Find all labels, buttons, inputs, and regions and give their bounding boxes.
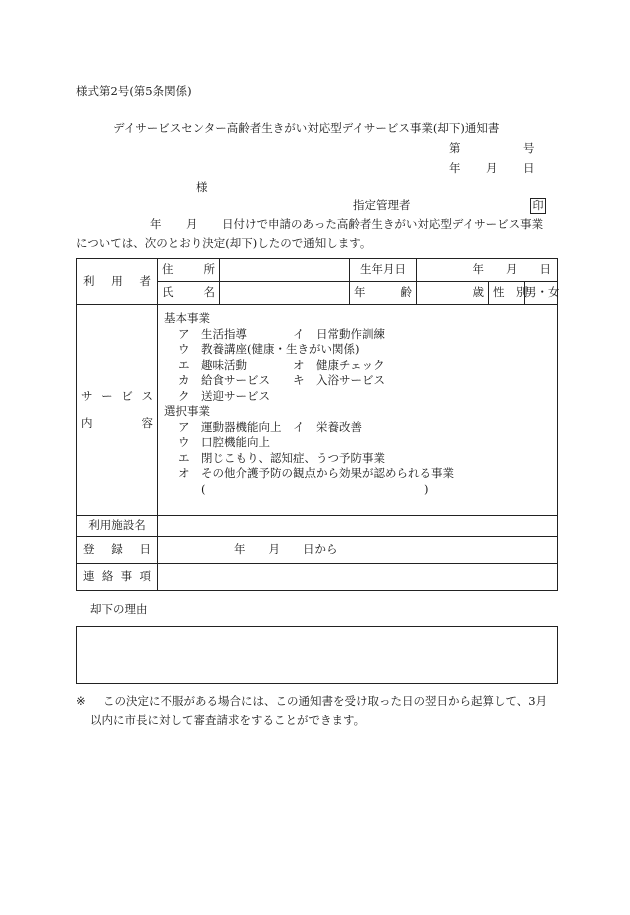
registration-label: 登 録 日 bbox=[77, 537, 158, 564]
registration-field[interactable] bbox=[158, 537, 558, 564]
birth-field[interactable] bbox=[417, 259, 558, 282]
date-month: 月 bbox=[486, 161, 498, 175]
contact-field[interactable] bbox=[158, 564, 558, 591]
note-mark: ※ bbox=[76, 694, 86, 708]
issuer-label: 指定管理者 bbox=[353, 198, 411, 212]
registration-value: 年 月 日から bbox=[234, 542, 338, 557]
body-month: 月 bbox=[186, 217, 198, 231]
optional-header: 選択事業 bbox=[164, 404, 210, 418]
basic-item: ク 送迎サービス bbox=[178, 388, 270, 403]
address-field[interactable] bbox=[220, 259, 350, 282]
user-label-cell: 利 用 者 bbox=[77, 259, 158, 305]
document-title: デイサービスセンター高齢者生きがい対応型デイサービス事業(却下)通知書 bbox=[113, 121, 500, 135]
age-unit: 歳 bbox=[472, 285, 484, 300]
optional-item: オ その他介護予防の観点から効果が認められる事業 bbox=[178, 466, 454, 480]
reason-field[interactable] bbox=[76, 626, 558, 684]
optional-paren: ( ) bbox=[201, 481, 429, 496]
seal-mark bbox=[530, 198, 546, 214]
notice-table bbox=[76, 258, 558, 591]
age-label: 年 齢 bbox=[350, 282, 417, 305]
sex-label: 性 別 bbox=[489, 282, 525, 305]
facility-label: 利用施設名 bbox=[77, 516, 158, 537]
birth-month-unit: 月 bbox=[506, 262, 518, 277]
basic-item: エ 趣味活動 オ 健康チェック bbox=[178, 357, 385, 372]
birth-day-unit: 日 bbox=[539, 262, 552, 277]
facility-field[interactable] bbox=[158, 516, 558, 537]
optional-item: ア 運動器機能向上 イ 栄養改善 bbox=[178, 419, 362, 434]
name-field[interactable] bbox=[220, 282, 350, 305]
basic-item: カ 給食サービス キ 入浴サービス bbox=[178, 373, 385, 387]
doc-number-prefix: 第 bbox=[449, 141, 461, 155]
date-day: 日 bbox=[523, 161, 535, 175]
age-field[interactable] bbox=[417, 282, 489, 305]
optional-item: エ 閉じこもり、認知症、うつ予防事業 bbox=[178, 450, 385, 465]
basic-item: ウ 教養講座(健康・生きがい関係) bbox=[178, 342, 360, 356]
note-line1: この決定に不服がある場合には、この通知書を受け取った日の翌日から起算して、3月 bbox=[103, 694, 548, 708]
birth-year-unit: 年 bbox=[472, 262, 485, 277]
form-number: 様式第2号(第5条関係) bbox=[76, 84, 192, 98]
service-label-cell: サ ー ビ ス 内 容 bbox=[77, 305, 158, 516]
body-line2: については、次のとおり決定(却下)したので通知します。 bbox=[76, 236, 372, 250]
body-year: 年 bbox=[150, 217, 162, 231]
birth-label: 生年月日 bbox=[350, 259, 417, 282]
date-year: 年 bbox=[449, 161, 461, 175]
basic-header: 基本事業 bbox=[164, 311, 210, 325]
contact-label: 連 絡 事 項 bbox=[77, 564, 158, 591]
doc-number-suffix: 号 bbox=[523, 141, 535, 155]
reason-label: 却下の理由 bbox=[90, 602, 148, 616]
seal-icon: 印 bbox=[530, 198, 546, 214]
optional-item: ウ 口腔機能向上 bbox=[178, 435, 270, 449]
service-content bbox=[158, 305, 558, 516]
body-line1: 日付けで申請のあった高齢者生きがい対応型デイサービス事業 bbox=[222, 217, 544, 231]
note-line2: 以内に市長に対して審査請求をすることができます。 bbox=[90, 713, 366, 727]
basic-item: ア 生活指導 イ 日常動作訓練 bbox=[178, 326, 385, 341]
name-label: 氏 名 bbox=[158, 282, 220, 305]
addressee-suffix: 様 bbox=[196, 180, 208, 194]
sex-options[interactable]: 男・女 bbox=[525, 282, 558, 305]
address-label: 住 所 bbox=[158, 259, 220, 282]
